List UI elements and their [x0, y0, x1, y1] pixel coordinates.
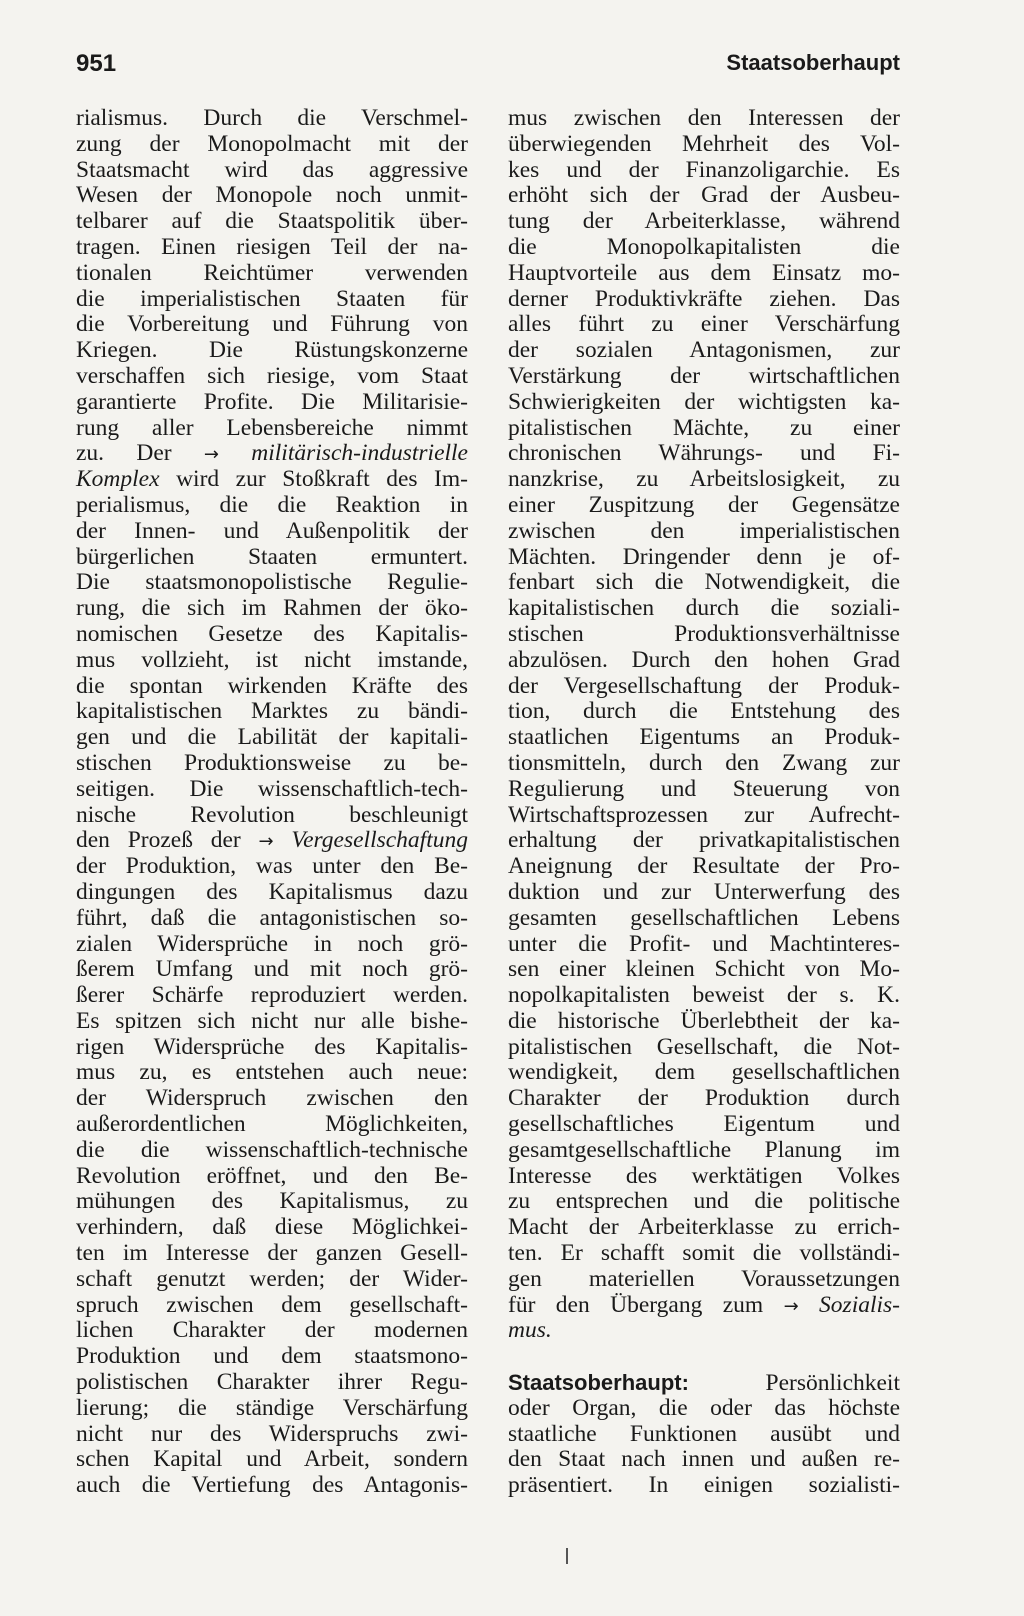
cross-reference-link[interactable]: militärisch-industrielle: [251, 440, 468, 467]
text-line: wendigkeit, dem gesellschaftlichen: [508, 1059, 900, 1086]
paragraph-gap: [508, 1344, 900, 1370]
text-line: für den Übergang zum → Sozialis-: [508, 1291, 901, 1318]
text-line: mühungen des Kapitalismus, zu: [76, 1188, 468, 1215]
text-line: Mächten. Dringender denn je of-: [508, 543, 900, 570]
text-line: zu entsprechen und die politische: [508, 1188, 900, 1215]
entry-body: [508, 1396, 900, 1499]
left-lines-part-1: [76, 106, 468, 441]
text-line: der sozialen Antagonismen, zur: [508, 337, 900, 364]
text-line: Wirtschaftsprozessen zur Aufrecht-: [508, 801, 900, 828]
text-line: lichen Charakter der modernen: [76, 1317, 468, 1344]
text-line: garantierte Profite. Die Militarisie-: [76, 388, 468, 415]
text-line: lierung; die ständige Verschärfung: [76, 1394, 468, 1421]
text-line: pitalistischen Gesellschaft, die Not-: [508, 1033, 900, 1060]
left-lines-part-3: [76, 854, 468, 1499]
text-line: dingungen des Kapitalismus dazu: [76, 878, 468, 905]
text-line: zwischen den imperialistischen: [508, 517, 900, 544]
text-line: oder Organ, die oder das höchste: [508, 1394, 900, 1421]
text-line: auch die Vertiefung des Antagonis-: [76, 1472, 468, 1499]
text-line: Aneignung der Resultate der Pro-: [508, 853, 900, 880]
text-line: fenbart sich die Notwendigkeit, die: [508, 569, 900, 596]
text-line: Es spitzen sich nicht nur alle bishe-: [76, 1007, 468, 1034]
text-line: überwiegenden Mehrheit des Vol-: [508, 130, 900, 157]
text-line: gesamtgesellschaftliche Planung im: [508, 1136, 900, 1163]
text-line: Produktion und dem staatsmono-: [76, 1343, 468, 1370]
text-line: Die staatsmonopolistische Regulie-: [76, 569, 468, 596]
cross-reference-link[interactable]: Komplex: [76, 466, 160, 493]
text-line: die die wissenschaftlich-technische: [76, 1136, 468, 1163]
text-line: Staatsmacht wird das aggressive: [76, 156, 468, 183]
text-line: spruch zwischen dem gesellschaft-: [76, 1291, 468, 1318]
text-line: die spontan wirkenden Kräfte des: [76, 672, 468, 699]
text-line: rung aller Lebensbereiche nimmt: [76, 414, 468, 441]
text-line: tionalen Reichtümer verwenden: [76, 259, 468, 286]
text-line: stischen Produktionsweise zu be-: [76, 749, 468, 776]
text-line: schaft genutzt werden; der Wider-: [76, 1265, 468, 1292]
text-line: der Vergesellschaftung der Produk-: [508, 672, 900, 699]
cross-reference-arrow-icon: →: [783, 1295, 799, 1317]
text-line: rialismus. Durch die Verschmel-: [76, 105, 468, 131]
scan-mark: [566, 1548, 568, 1564]
text-line: nische Revolution beschleunigt: [76, 801, 468, 828]
text-line: ßerer Schärfe reproduziert werden.: [76, 982, 468, 1009]
text-line: gen materiellen Voraussetzungen: [508, 1265, 900, 1292]
cross-reference-link[interactable]: mus.: [508, 1317, 552, 1344]
text-line: verschaffen sich riesige, vom Staat: [76, 362, 468, 389]
text-line: unter die Profit- und Machtinteres-: [508, 930, 900, 957]
text-line: zialen Widersprüche in noch grö-: [76, 930, 468, 957]
text-line: die Vorbereitung und Führung von: [76, 311, 468, 338]
text-line: gen und die Labilität der kapitali-: [76, 724, 468, 751]
text-line: zung der Monopolmacht mit der: [76, 130, 468, 157]
text-line: erhaltung der privatkapitalistischen: [508, 827, 900, 854]
text-line: [508, 1318, 900, 1344]
text-line: nicht nur des Widerspruchs zwi-: [76, 1420, 468, 1447]
text-line: Interesse des werktätigen Volkes: [508, 1162, 900, 1189]
left-column: [76, 106, 468, 1499]
text-line: telbarer auf die Staatspolitik über-: [76, 208, 468, 235]
text-line: den Staat nach innen und außen re-: [508, 1446, 900, 1473]
text-line: Charakter der Produktion durch: [508, 1085, 900, 1112]
text-line: gesellschaftliches Eigentum und: [508, 1111, 900, 1138]
text-line: präsentiert. In einigen sozialisti-: [508, 1472, 900, 1499]
text-line: der Innen- und Außenpolitik der: [76, 517, 468, 544]
text-line: verhindern, daß diese Möglichkei-: [76, 1214, 468, 1241]
text-line: die historische Überlebtheit der ka-: [508, 1007, 900, 1034]
text-line: chronischen Währungs- und Fi-: [508, 440, 900, 467]
text-line: mus zu, es entstehen auch neue:: [76, 1059, 468, 1086]
text-line: mus zwischen den Interessen der: [508, 105, 900, 131]
text-line: polistischen Charakter ihrer Regu-: [76, 1369, 468, 1396]
text-line: zu. Der → militärisch-industrielle: [76, 440, 468, 467]
right-lines-part-1: [508, 106, 900, 1293]
text-line: nomischen Gesetze des Kapitalis-: [76, 620, 468, 647]
text-line: der Produktion, was unter den Be-: [76, 853, 468, 880]
text-line: Kriegen. Die Rüstungskonzerne: [76, 337, 468, 364]
text-line: kes und der Finanzoligarchie. Es: [508, 156, 900, 183]
text-line: abzulösen. Durch den hohen Grad: [508, 646, 900, 673]
text-line: perialismus, die die Reaktion in: [76, 491, 468, 518]
cross-reference-arrow-icon: →: [203, 444, 219, 466]
text-line: Verstärkung der wirtschaftlichen: [508, 362, 900, 389]
text-line: Hauptvorteile aus dem Einsatz mo-: [508, 259, 900, 286]
text-line: kapitalistischen Marktes zu bändi-: [76, 698, 468, 725]
text-line: tion, durch die Entstehung des: [508, 698, 900, 725]
cross-reference-arrow-icon: →: [258, 831, 274, 853]
text-line: die imperialistischen Staaten für: [76, 285, 468, 312]
text-line: einer Zuspitzung der Gegensätze: [508, 491, 900, 518]
text-line: stischen Produktionsverhältnisse: [508, 620, 900, 647]
text-line: rung, die sich im Rahmen der öko-: [76, 595, 468, 622]
page-header: [76, 50, 900, 90]
text-line: erhöht sich der Grad der Ausbeu-: [508, 182, 900, 209]
text-line: ßerem Umfang und mit noch grö-: [76, 956, 468, 983]
text-line: tragen. Einen riesigen Teil der na-: [76, 233, 468, 260]
text-line: schen Kapital und Arbeit, sondern: [76, 1446, 468, 1473]
text-line: kapitalistischen durch die soziali-: [508, 595, 900, 622]
text-line: sen einer kleinen Schicht von Mo-: [508, 956, 900, 983]
text-line: Macht der Arbeiterklasse zu errich-: [508, 1214, 900, 1241]
text-line: der Widerspruch zwischen den: [76, 1085, 468, 1112]
text-line: führt, daß die antagonistischen so-: [76, 904, 468, 931]
text-line: Regulierung und Steuerung von: [508, 775, 900, 802]
text-line: außerordentlichen Möglichkeiten,: [76, 1111, 468, 1138]
text-line: ten. Er schafft somit die vollständi-: [508, 1240, 900, 1267]
text-line: mus vollzieht, ist nicht imstande,: [76, 646, 468, 673]
text-line: seitigen. Die wissenschaftlich-tech-: [76, 775, 468, 802]
text-line: pitalistischen Mächte, zu einer: [508, 414, 900, 441]
text-line: die Monopolkapitalisten die: [508, 233, 900, 260]
text-line: derner Produktivkräfte ziehen. Das: [508, 285, 900, 312]
page-number: 951: [76, 50, 117, 77]
text-line: gesamten gesellschaftlichen Lebens: [508, 904, 900, 931]
text-line: Revolution eröffnet, und den Be-: [76, 1162, 468, 1189]
text-line: staatlichen Eigentums an Produk-: [508, 724, 900, 751]
text-line: nanzkrise, zu Arbeitslosigkeit, zu: [508, 466, 900, 493]
cross-reference-link[interactable]: Sozialis-: [819, 1291, 901, 1318]
right-column: [508, 106, 900, 1499]
text-line: den Prozeß der → Vergesellschaftung: [76, 827, 468, 854]
text-line: ten im Interesse der ganzen Gesell-: [76, 1240, 468, 1267]
text-line: rigen Widersprüche des Kapitalis-: [76, 1033, 468, 1060]
text-line: bürgerlichen Staaten ermuntert.: [76, 543, 468, 570]
text-line: nopolkapitalisten beweist der s. K.: [508, 982, 900, 1009]
text-line: Schwierigkeiten der wichtigsten ka-: [508, 388, 900, 415]
text-line: Komplex wird zur Stoßkraft des Im-: [76, 466, 468, 493]
text-line: tung der Arbeiterklasse, während: [508, 208, 900, 235]
text-line: tionsmitteln, durch den Zwang zur: [508, 749, 900, 776]
left-lines-part-2: [76, 493, 468, 828]
text-line: alles führt zu einer Verschärfung: [508, 311, 900, 338]
text-line: duktion und zur Unterwerfung des: [508, 878, 900, 905]
entry-headword: Staatsoberhaupt:: [508, 1370, 689, 1396]
text-line: Wesen der Monopole noch unmit-: [76, 182, 468, 209]
running-head: Staatsoberhaupt: [726, 50, 900, 75]
cross-reference-link[interactable]: Vergesellschaftung: [291, 827, 468, 854]
entry-first-line: Staatsoberhaupt: Persönlichkeit: [508, 1370, 900, 1397]
text-line: staatliche Funktionen ausübt und: [508, 1420, 900, 1447]
